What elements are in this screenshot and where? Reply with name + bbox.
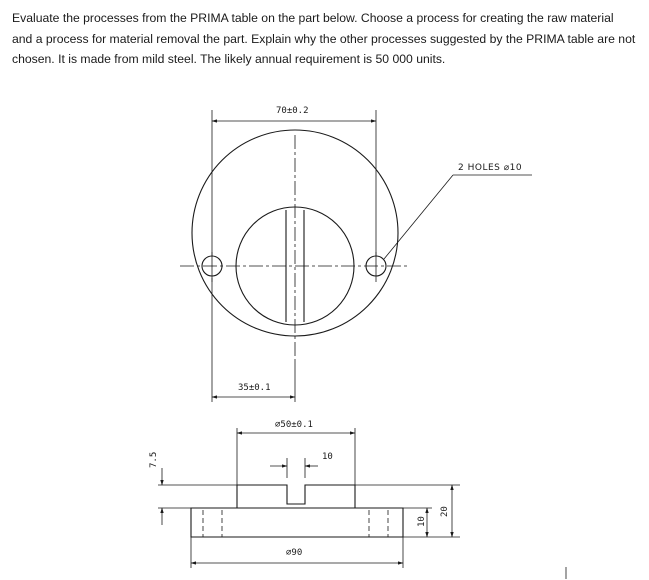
flange-dimension: ⌀90	[286, 548, 303, 558]
half-dimension: 35±0.1	[238, 383, 271, 393]
base-dimension: 10	[417, 516, 427, 527]
elevation-view	[149, 420, 460, 568]
height-dimension: 20	[440, 506, 450, 517]
boss-dimension: ⌀50±0.1	[275, 420, 313, 430]
slot-dimension: 10	[322, 452, 333, 462]
part-profile	[191, 485, 403, 537]
pcd-dimension: 70±0.2	[276, 106, 309, 116]
holes-leader	[384, 175, 453, 259]
holes-label: 2 HOLES ⌀10	[458, 163, 523, 173]
question-paragraph: Evaluate the processes from the PRIMA table on the part below. Choose a process for creating the raw material and a process for material removal the part. Explain why the other processes suggested by the PRIMA table are not chosen. It is made from mild steel. The likely annual requirement is 50 000 units.	[12, 11, 636, 66]
step-dimension: 7.5	[149, 451, 159, 468]
plan-view	[180, 106, 532, 402]
